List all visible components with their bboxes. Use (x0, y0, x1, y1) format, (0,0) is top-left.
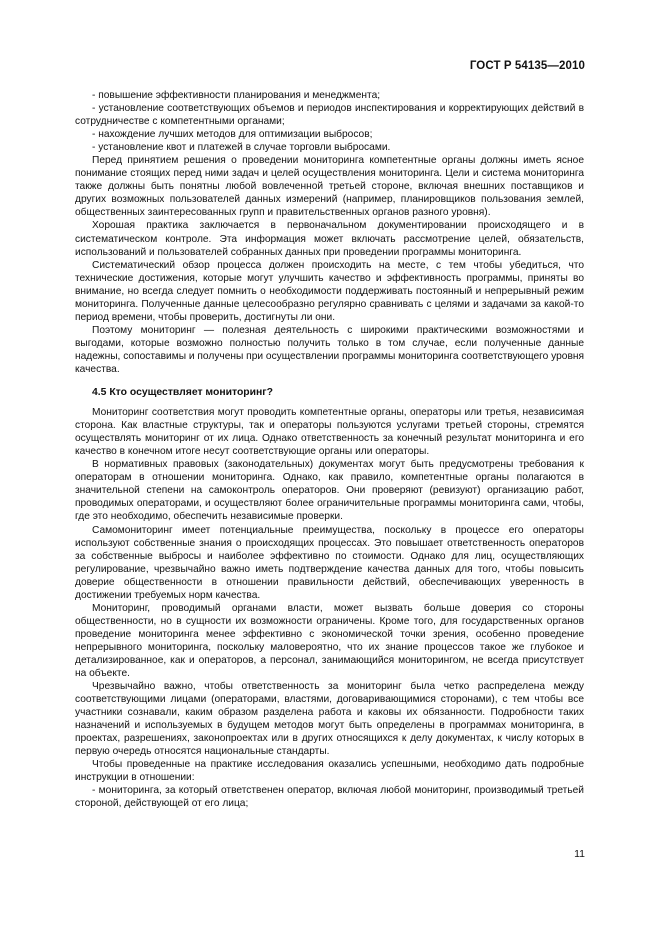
paragraph: Чтобы проведенные на практике исследования оказались успешными, необходимо дать подробные инструкции в отношении: (75, 759, 584, 784)
paragraph: Систематический обзор процесса должен происходить на месте, с тем чтобы убедиться, что технические достижения, которые могут улучшить качество и эффективность программы, приняты во внимание, но всегда следует помнить о необходимости поддерживать постоянный и непрерывный режим мониторинга. Полученные данные целесообразно регулярно сравнивать с целями и задачами за какой-то период времени, чтобы проверить, достигнуты ли они. (75, 259, 584, 323)
paragraph: Мониторинг соответствия могут проводить компетентные органы, операторы или третья, независимая сторона. Как властные структуры, так и операторы пользуются услугами третьей стороны, стремятся осуществлять мониторинг от их лица. Однако ответственность за конечный результат мониторинга и его качество в конечном итоге несут соответствующие органы или операторы. (75, 407, 584, 458)
paragraph: Поэтому мониторинг — полезная деятельность с широкими практическими возможностями и выгодами, которые возможно полностью получить только в том случае, если полученные данные надежны, сопоставимы и получены при осуществлении программы мониторинга соответствующего уровня качества. (75, 324, 584, 375)
document-standard-code: ГОСТ Р 54135—2010 (469, 60, 585, 72)
paragraph: Чрезвычайно важно, чтобы ответственность за мониторинг была четко распределена между соответствующими лицами (операторами, властями, договаривающимися сторонами), с тем чтобы все участники сознавали, каким образом разделена работа и каковы их обязанности. Подробности таких назначений и используемых в будущем методов могут быть определены в программах мониторинга, в проектах, разрешениях, законопроектах или в других относящихся к делу документах, к числу которых в первую очередь относятся национальные стандарты. (75, 681, 584, 758)
list-item-dash: - установление квот и платежей в случае торговли выбросами. (92, 142, 391, 154)
paragraph: Мониторинг, проводимый органами власти, может вызвать больше доверия со стороны общественности, но в сущности их возможности ограничены. Кроме того, для государственных органов проведение мониторинга менее эффективно с экономической точки зрения, особенно проведение непрерывного мониторинга, поскольку маловероятно, что их знание процессов такое же глубокое и детализированное, как и операторов, а персонал, занимающийся мониторингом, не всегда присутствует на объекте. (75, 602, 584, 680)
list-item-dash: - повышение эффективности планирования и менеджмента; (92, 90, 381, 101)
paragraph: Перед принятием решения о проведении мониторинга компетентные органы должны иметь ясное понимание стоящих перед ними задач и целей осуществления мониторинга. Цели и система мониторинга также должны быть понятны любой вовлеченной третьей стороне, включая внешних поставщиков и других возможных пользователей данных измерений (например, планировщиков пользования землей, общественных заинтересованных групп и правительственных органов разного уровня). (75, 155, 584, 219)
paragraph: Самомониторинг имеет потенциальные преимущества, поскольку в процессе его операторы используют собственные знания о происходящих процессах. Это повышает ответственность операторов за собственные выбросы и наиболее эффективно по стоимости. Однако для лиц, осуществляющих регулирование, чрезвычайно важно иметь подтверждение качества данных для того, чтобы повысить доверие общественности в отношении правильности действий, обеспечивающих уверенность в достижении требуемых норм качества. (75, 524, 584, 601)
document-body (75, 89, 584, 811)
paragraph: Хорошая практика заключается в первоначальном документировании происходящего и в систематическом контроле. Эта информация может включать рассмотрение целей, обязательств, использований и пользователей собранных данных при проведении программы мониторинга. (75, 220, 584, 258)
paragraph: В нормативных правовых (законодательных) документах могут быть предусмотрены требования к операторам в отношении мониторинга. Однако, как правило, компетентные органы полагаются в значительной степени на самоконтроль операторов. Они проверяют (ревизуют) организацию работ, проводимых операторами, и осуществляют более ограничительные программы мониторинга сами, чтобы, где это необходимо, обеспечить независимые проверки. (75, 459, 584, 523)
list-item-dash: - мониторинга, за который ответственен оператор, включая любой мониторинг, производимый третьей стороной, действующей от его лица; (75, 785, 584, 810)
list-item-dash: - нахождение лучших методов для оптимизации выбросов; (92, 129, 373, 141)
section-heading: 4.5 Кто осуществляет мониторинг? (92, 387, 273, 399)
list-item-dash: - установление соответствующих объемов и периодов инспектирования и корректирующих действий в сотрудничестве с компетентными органами; (75, 103, 584, 128)
page-number: 11 (574, 848, 585, 860)
